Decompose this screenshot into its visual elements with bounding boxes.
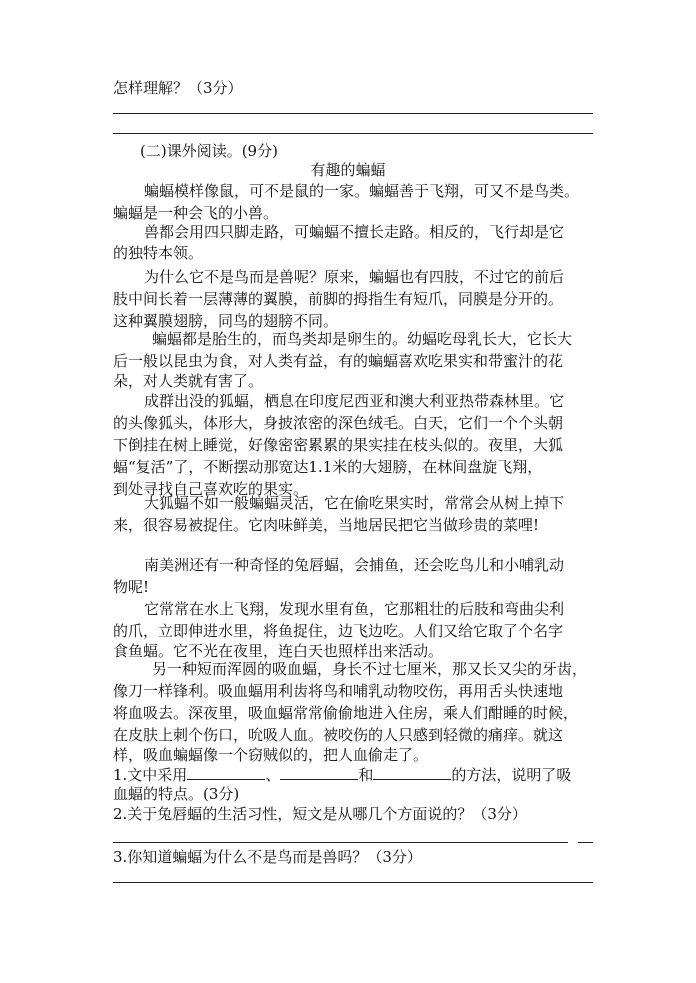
passage-line: 下倒挂在树上睡觉，好像密密累累的果实挂在枝头似的。夜里，大狐 [113, 436, 564, 454]
passage-line: 朵，对人类就有害了。 [113, 372, 264, 390]
question-1-sep-1: 、 [265, 766, 281, 784]
q1-blank-1[interactable] [187, 765, 265, 780]
passage-line: 的爪，立即伸进水里，将鱼捉住，边飞边吃。人们又给它取了个名字 [113, 622, 564, 640]
question-tail: 怎样理解？（3分） [113, 79, 243, 97]
passage-line: 兽都会用四只脚走路，可蝙蝠不擅长走路。相反的，飞行却是它 [144, 223, 565, 241]
question-3: 3.你知道蝙蝠为什么不是鸟而是兽吗？（3分） [113, 848, 422, 866]
q2-answer-line[interactable] [113, 842, 568, 843]
passage-line: 后一般以昆虫为食，对人类有益，有的蝙蝠喜欢吃果实和带蜜汁的花 [113, 352, 564, 370]
q1-blank-2[interactable] [280, 765, 358, 780]
passage-line: 在皮肤上刺个伤口，吮吸人血。被咬伤的人只感到轻微的痛痒。就这 [113, 726, 564, 744]
passage-line: 食鱼蝠。它不光在夜里，连白天也照样出来活动。 [113, 642, 444, 660]
passage-line: 蝙蝠都是胎生的，而鸟类却是卵生的。幼蝠吃母乳长大，它长大 [152, 330, 573, 348]
passage-line: 的头像狐头，体形大，身披浓密的深色绒毛。白天，它们一个个头朝 [113, 414, 564, 432]
passage-title: 有趣的蝙蝠 [310, 161, 386, 179]
question-1-prefix: 1.文中采用 [113, 766, 188, 784]
passage-line: 蝙蝠模样像鼠，可不是鼠的一家。蝙蝠善于飞翔，可又不是鸟类。 [144, 182, 580, 200]
answer-line-1[interactable] [113, 113, 593, 114]
passage-line: 物呢! [113, 578, 150, 596]
question-1-line-2: 血蝠的特点。(3分) [113, 785, 240, 803]
question-1-sep-2: 和 [358, 766, 374, 784]
passage-line: 蝠“复活”了，不断摆动那宽达1.1米的大翅膀，在林间盘旋飞翔， [113, 458, 543, 476]
question-2: 2.关于兔唇蝠的生活习性，短文是从哪几个方面说的？（3分） [113, 805, 527, 823]
passage-line: 蝙蝠是一种会飞的小兽。 [113, 204, 279, 222]
q1-blank-3[interactable] [373, 765, 451, 780]
passage-line: 样，吸血蝙蝠像一个窃贼似的，把人血偷走了。 [113, 746, 429, 764]
question-1-suffix: 的方法，说明了吸 [451, 766, 572, 784]
q2-answer-line-tail[interactable] [578, 842, 593, 843]
passage-line: 肢中间长着一层薄薄的翼膜，前脚的拇指生有短爪，同膜是分开的。 [113, 290, 564, 308]
passage-line: 大狐蝠不如一般蝙蝠灵活，它在偷吃果实时，常常会从树上掉下 [144, 494, 565, 512]
answer-line-2[interactable] [113, 133, 593, 134]
passage-line: 它常常在水上飞翔，发现水里有鱼，它那粗壮的后肢和弯曲尖利 [144, 600, 565, 618]
passage-line: 另一种短而浑圆的吸血蝠，身长不过七厘米，那又长又尖的牙齿， [152, 660, 588, 678]
passage-line: 为什么它不是鸟而是兽呢？原来，蝙蝠也有四肢，不过它的前后 [144, 268, 565, 286]
passage-line: 到处寻找自己喜欢吃的果实。 [113, 480, 309, 498]
section-heading: (二)课外阅读。(9分) [140, 142, 278, 160]
passage-line: 南美洲还有一种奇怪的兔唇蝠，会捕鱼，还会吃鸟儿和小哺乳动 [144, 556, 565, 574]
passage-line: 成群出没的狐蝠，栖息在印度尼西亚和澳大利亚热带森林里。它 [144, 392, 565, 410]
passage-line: 像刀一样锋利。吸血蝠用利齿将鸟和哺乳动物咬伤，再用舌头快速地 [113, 682, 564, 700]
passage-line: 将血吸去。深夜里，吸血蝠常常偷偷地进入住房，乘人们酣睡的时候， [113, 704, 579, 722]
passage-line: 这种翼膜翅膀，同鸟的翅膀不同。 [113, 312, 339, 330]
passage-line: 来，很容易被捉住。它肉味鲜美，当地居民把它当做珍贵的菜哩! [113, 516, 540, 534]
passage-line: 的独特本领。 [113, 244, 204, 262]
q3-answer-line[interactable] [113, 882, 593, 883]
